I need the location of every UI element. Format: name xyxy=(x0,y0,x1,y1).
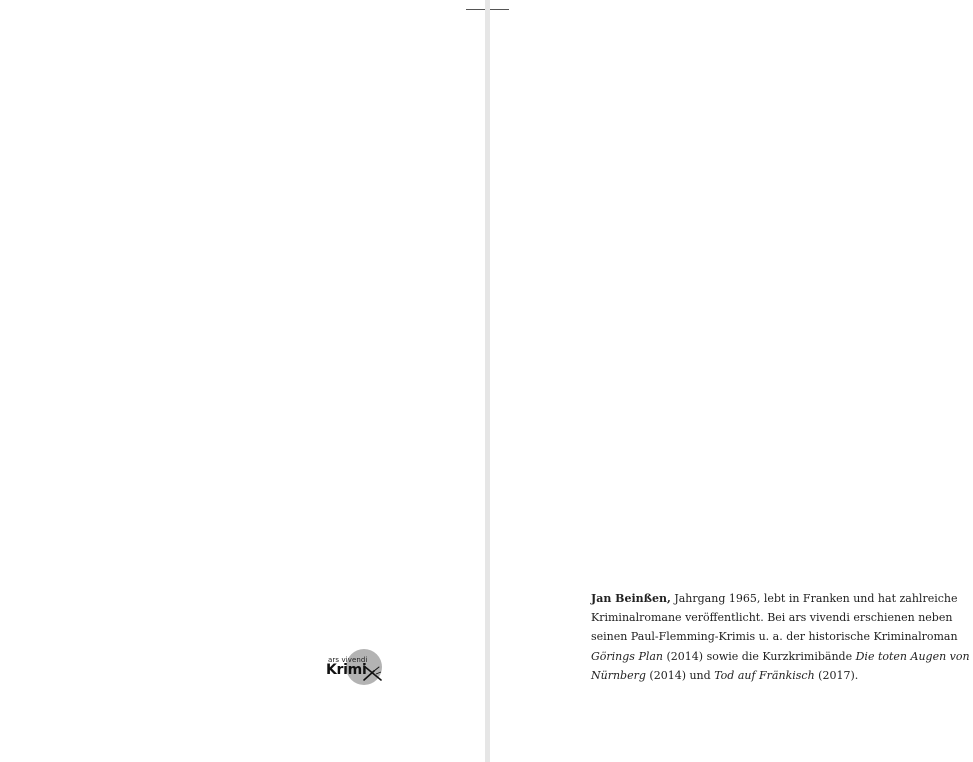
bio-line: Kriminalromane veröffentlicht. Bei ars vivendi erschienen neben xyxy=(591,611,953,625)
logo-series-name: Krimi xyxy=(326,662,367,678)
book-title: Tod auf Fränkisch xyxy=(714,668,815,682)
bio-line: Nürnberg (2014) und Tod auf Fränkisch (2017). xyxy=(591,668,859,682)
bio-line: seinen Paul-Flemming-Krimis u. a. der historische Kriminalroman xyxy=(591,630,958,644)
bio-line: Görings Plan (2014) sowie die Kurzkrimibände Die toten Augen von xyxy=(591,649,970,663)
publisher-logo xyxy=(326,648,386,688)
bio-line: Jan Beinßen, Jahrgang 1965, lebt in Franken und hat zahlreiche xyxy=(591,592,958,605)
page-gutter xyxy=(485,0,490,762)
crossed-knives-icon xyxy=(362,663,384,683)
author-name: Jan Beinßen, xyxy=(591,592,671,605)
author-bio xyxy=(591,589,970,685)
book-title: Görings Plan xyxy=(591,649,664,663)
book-title: Nürnberg xyxy=(591,668,646,682)
logo-publisher-name: ars vivendi xyxy=(328,656,368,664)
book-title: Die toten Augen von xyxy=(855,649,970,663)
